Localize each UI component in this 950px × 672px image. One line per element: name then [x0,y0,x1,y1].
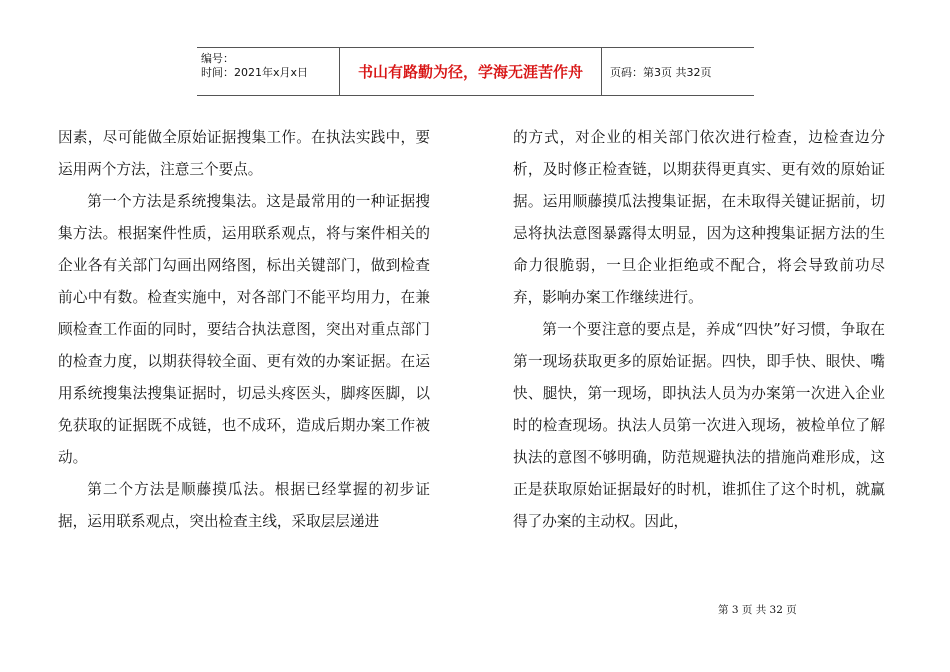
header-page-info: 页码：第3页 共32页 [610,65,712,79]
header-motto: 书山有路勤为径，学海无涯苦作舟 [340,48,602,95]
paragraph: 第一个要注意的要点是，养成“四快”好习惯，争取在第一现场获取更多的原始证据。四快，即手快、眼快、嘴快、腿快，第一现场，即执法人员为办案第一次进入企业时的检查现场。执法人员第一次进入现场，被检单位了解执法的意图不够明确，防范规避执法的措施尚难形成，这正是获取原始证据最好的时机，谁抓住了这个时机，就赢得了办案的主动权。因此， [513,321,885,530]
paragraph: 的方式，对企业的相关部门依次进行检查，边检查边分析，及时修正检查链，以期获得更真实、更有效的原始证据。运用顺藤摸瓜法搜集证据，在未取得关键证据前，切忌将执法意图暴露得太明显，因为这种搜集证据方法的生命力很脆弱，一旦企业拒绝或不配合，将会导致前功尽弃，影响办案工作继续进行。 [513,129,885,306]
left-column [58,122,430,538]
right-column [513,122,885,538]
serial-label: 编号： [201,52,234,65]
page-header [197,47,754,96]
paragraph: 第二个方法是顺藤摸瓜法。根据已经掌握的初步证据，运用联系观点，突出检查主线，采取层层递进 [58,481,430,530]
paragraph: 第一个方法是系统搜集法。这是最常用的一种证据搜集方法。根据案件性质，运用联系观点，将与案件相关的企业各有关部门勾画出网络图，标出关键部门，做到检查前心中有数。检查实施中，对各部门不能平均用力，在兼顾检查工作面的同时，要结合执法意图，突出对重点部门的检查力度，以期获得较全面、更有效的办案证据。在运用系统搜集法搜集证据时，切忌头疼医头，脚疼医脚，以免获取的证据既不成链，也不成环，造成后期办案工作被动。 [58,193,430,466]
time-label: 时间：2021年x月x日 [201,66,309,79]
paragraph: 因素，尽可能做全原始证据搜集工作。在执法实践中，要运用两个方法，注意三个要点。 [58,129,430,178]
header-meta [197,48,340,95]
page-footer: 第 3 页 共 32 页 [718,604,797,616]
